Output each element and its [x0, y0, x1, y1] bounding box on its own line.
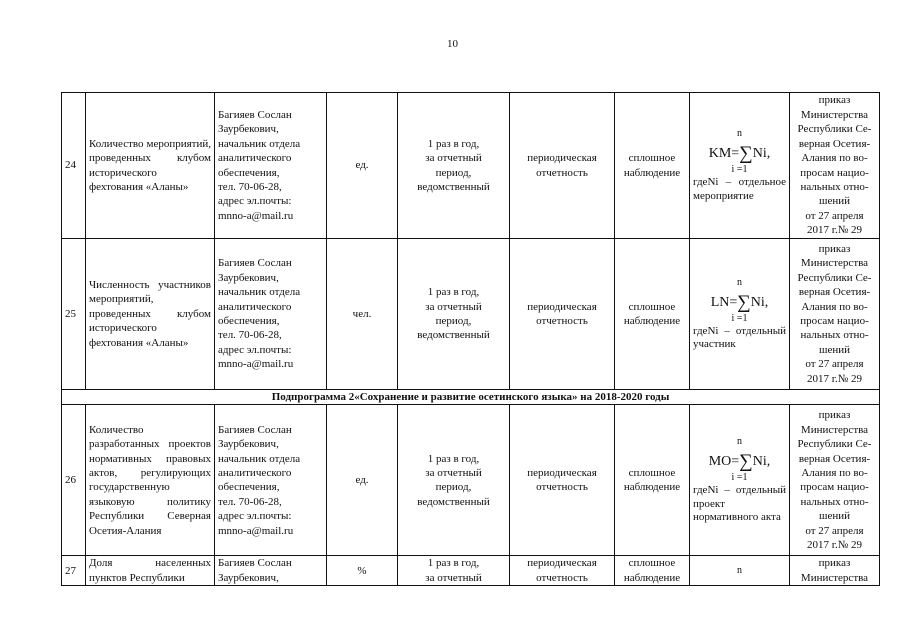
text-line: Алания по во- — [801, 467, 868, 479]
text-line: ведомственный — [417, 495, 490, 508]
text-line: Министерства — [800, 257, 869, 270]
legal-basis — [790, 405, 880, 556]
text-line: наблюдение — [623, 481, 681, 494]
sigma-symbol: ∑ — [737, 291, 751, 313]
indicator-name: Количество разработанных проектов нормативных правовых актов, регулирующих государственную языковую политику Республики Северная Осетия-Алания — [86, 405, 215, 556]
periodicity — [398, 405, 510, 556]
unit-of-measure: % — [327, 556, 398, 586]
legal-basis — [790, 93, 880, 239]
formula-expression: MO=∑Ni, — [708, 451, 771, 473]
text-line: аналитического — [218, 467, 292, 479]
text-line: отчетность — [536, 315, 588, 327]
text-line: Министерства — [800, 571, 869, 584]
text-line: Алания по во- — [801, 152, 868, 165]
email-text: mnno-a@mail.ru — [218, 358, 294, 371]
text-line: 2017 г.№ 29 — [806, 224, 863, 237]
formula-description: гдеNi – отдельный участник — [693, 324, 786, 350]
table-row — [62, 556, 880, 586]
text-line: ведомственный — [417, 180, 490, 193]
periodicity — [398, 93, 510, 239]
text-line: приказ — [818, 409, 851, 422]
row-number: 26 — [62, 405, 86, 556]
text-line: верная Осетия- — [798, 452, 871, 465]
email-text: mnno-a@mail.ru — [218, 209, 294, 222]
text-line: периодическая — [527, 467, 597, 479]
table-row — [62, 93, 880, 239]
sum-upper-limit: n — [737, 276, 742, 288]
text-line: Заурбекович, — [218, 571, 279, 584]
subprogram-row — [62, 390, 880, 405]
text-line: начальник отдела — [218, 137, 301, 150]
text-line: 1 раз в год, — [427, 452, 480, 465]
text-line: обеспечения, — [218, 481, 280, 494]
responsible-person — [215, 239, 327, 390]
unit-of-measure: чел. — [327, 239, 398, 390]
row-number: 27 — [62, 556, 86, 586]
collection-method — [510, 93, 615, 239]
text-line: 2017 г.№ 29 — [806, 372, 863, 385]
text-line: обеспечения, — [218, 315, 280, 327]
calculation-formula — [690, 239, 790, 390]
text-line: периодическая — [527, 152, 597, 165]
collection-method — [510, 556, 615, 586]
text-line: сплошное — [628, 300, 676, 313]
calculation-formula — [690, 556, 790, 586]
text-line: 1 раз в год, — [427, 286, 480, 299]
table-row — [62, 405, 880, 556]
text-line: Заурбекович, — [218, 271, 279, 284]
sum-upper-limit: n — [737, 564, 742, 576]
legal-basis — [790, 239, 880, 390]
text-line: от 27 апреля — [805, 524, 864, 537]
legal-basis — [790, 556, 880, 586]
table-row — [62, 239, 880, 390]
text-line: сплошное — [628, 152, 676, 165]
text-line: Багияев Сослан — [218, 108, 292, 121]
periodicity — [398, 239, 510, 390]
text-line: просам нацио- — [800, 481, 869, 494]
collection-method — [510, 239, 615, 390]
text-line: 2017 г.№ 29 — [806, 539, 863, 552]
sum-upper-limit: n — [737, 436, 742, 448]
sigma-symbol: ∑ — [739, 143, 753, 164]
text-line: верная Осетия- — [798, 137, 871, 150]
row-number: 24 — [62, 93, 86, 239]
text-line: адрес эл.почты: — [218, 195, 292, 208]
text-line: нальных отно- — [800, 180, 869, 193]
text-line: за отчетный — [425, 300, 482, 313]
page-number: 10 — [447, 38, 458, 50]
text-line: период, — [435, 166, 472, 179]
calculation-formula — [690, 405, 790, 556]
formula-description: гдеNi – отдельный проект нормативного акта — [693, 484, 786, 524]
text-line: шений — [818, 195, 850, 208]
text-line: шений — [818, 510, 850, 523]
text-line: периодическая — [527, 557, 597, 570]
indicators-table — [61, 92, 880, 586]
text-line: Республики Се- — [797, 438, 872, 451]
sum-upper-limit: n — [737, 128, 742, 139]
row-number: 25 — [62, 239, 86, 390]
text-line: аналитического — [218, 152, 292, 165]
text-line: Алания по во- — [801, 300, 868, 313]
text-line: отчетность — [536, 481, 588, 494]
text-line: приказ — [818, 557, 851, 570]
indicator-name: Численность участников мероприятий, проведенных клубом исторического фехтования «Аланы» — [86, 239, 215, 390]
text-line: начальник отдела — [218, 452, 301, 465]
collection-method — [510, 405, 615, 556]
text-line: Министерства — [800, 423, 869, 436]
text-line: верная Осетия- — [798, 286, 871, 299]
text-line: наблюдение — [623, 571, 681, 584]
text-line: Багияев Сослан — [218, 423, 292, 436]
responsible-person — [215, 556, 327, 586]
indicator-name: Доля населенных пунктов Республики — [86, 556, 215, 586]
sum-lower-limit: i =1 — [731, 472, 748, 484]
text-line: шений — [818, 343, 850, 356]
periodicity — [398, 556, 510, 586]
text-line: приказ — [818, 242, 851, 255]
text-line: Заурбекович, — [218, 123, 279, 136]
observation-type — [615, 93, 690, 239]
text-line: просам нацио- — [800, 315, 869, 327]
sum-lower-limit: i =1 — [731, 312, 748, 324]
text-line: тел. 70-06-28, — [218, 329, 282, 342]
observation-type — [615, 556, 690, 586]
text-line: аналитического — [218, 300, 292, 313]
responsible-person — [215, 93, 327, 239]
text-line: период, — [435, 481, 472, 494]
observation-type — [615, 405, 690, 556]
unit-of-measure: ед. — [327, 405, 398, 556]
text-line: за отчетный — [425, 152, 482, 165]
sigma-symbol: ∑ — [739, 451, 753, 473]
text-line: Багияев Сослан — [218, 257, 292, 270]
unit-of-measure: ед. — [327, 93, 398, 239]
text-line: 1 раз в год, — [427, 557, 480, 570]
text-line: от 27 апреля — [805, 209, 864, 222]
text-line: отчетность — [536, 571, 588, 584]
text-line: периодическая — [527, 300, 597, 313]
text-line: 1 раз в год, — [427, 137, 480, 150]
text-line: наблюдение — [623, 166, 681, 179]
text-line: Заурбекович, — [218, 438, 279, 451]
calculation-formula — [690, 93, 790, 239]
formula-expression: LN=∑Ni, — [710, 291, 769, 313]
text-line: Республики Се- — [797, 271, 872, 284]
text-line: нальных отно- — [800, 495, 869, 508]
text-line: адрес эл.почты: — [218, 510, 292, 523]
text-line: Республики Се- — [797, 123, 872, 136]
text-line: за отчетный — [425, 571, 482, 584]
text-line: нальных отно- — [800, 329, 869, 342]
text-line: обеспечения, — [218, 166, 280, 179]
text-line: просам нацио- — [800, 166, 869, 179]
text-line: тел. 70-06-28, — [218, 495, 282, 508]
text-line: наблюдение — [623, 315, 681, 327]
text-line: от 27 апреля — [805, 358, 864, 371]
email-text: mnno-a@mail.ru — [218, 524, 294, 537]
text-line: ведомственный — [417, 329, 490, 342]
formula-description: гдеNi – отдельное мероприятие — [693, 176, 786, 202]
text-line: начальник отдела — [218, 286, 301, 299]
indicator-name: Количество мероприятий, проведенных клубом исторического фехтования «Аланы» — [86, 93, 215, 239]
subprogram-heading: Подпрограмма 2«Сохранение и развитие осетинского языка» на 2018-2020 годы — [62, 390, 880, 405]
text-line: сплошное — [628, 467, 676, 479]
responsible-person — [215, 405, 327, 556]
observation-type — [615, 239, 690, 390]
text-line: приказ — [818, 94, 851, 107]
text-line: период, — [435, 315, 472, 327]
text-line: Министерства — [800, 108, 869, 121]
text-line: адрес эл.почты: — [218, 343, 292, 356]
formula-expression: KM=∑Ni, — [708, 143, 771, 164]
sum-lower-limit: i =1 — [731, 164, 748, 175]
text-line: отчетность — [536, 166, 588, 179]
text-line: Багияев Сослан — [218, 557, 292, 570]
text-line: за отчетный — [425, 467, 482, 479]
text-line: сплошное — [628, 557, 676, 570]
text-line: тел. 70-06-28, — [218, 180, 282, 193]
